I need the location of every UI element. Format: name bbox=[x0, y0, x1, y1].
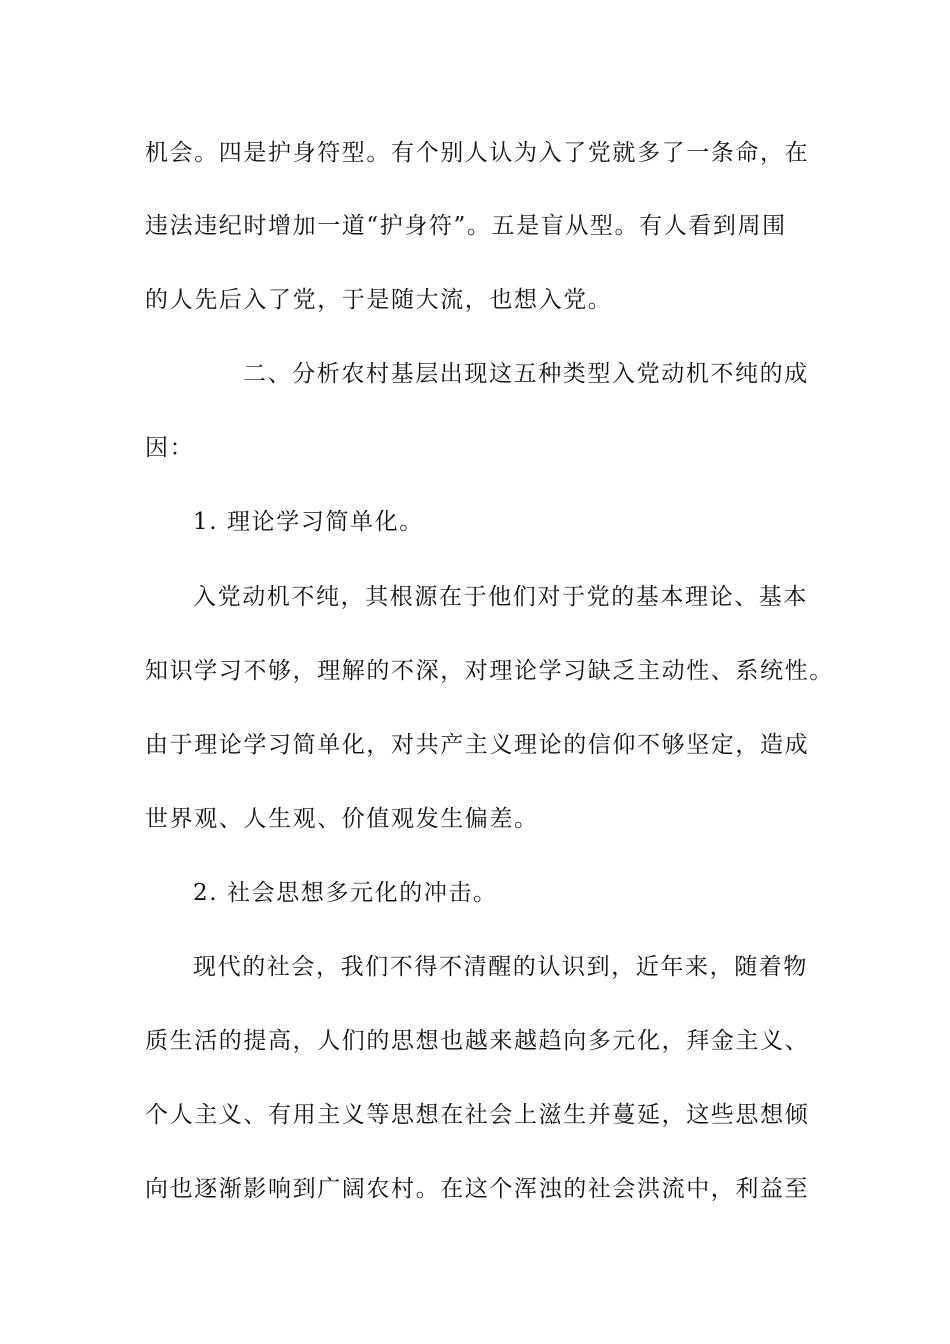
paragraph-line: 违法违纪时增加一道“护身符”。五是盲从型。有人看到周围 bbox=[145, 213, 787, 239]
section-heading: 二、分析农村基层出现这五种类型入党动机不纯的成 bbox=[243, 361, 809, 387]
paragraph-line: 现代的社会，我们不得不清醒的认识到，近年来，随着物 bbox=[193, 954, 808, 980]
subheading-1: 1. 理论学习简单化。 bbox=[193, 509, 424, 535]
paragraph-line: 质生活的提高，人们的思想也越来越趋向多元化，拜金主义、 bbox=[145, 1028, 810, 1054]
paragraph-line: 机会。四是护身符型。有个别人认为入了党就多了一条命，在 bbox=[145, 140, 810, 166]
paragraph-line: 知识学习不够，理解的不深，对理论学习缺乏主动性、系统性。 bbox=[145, 658, 834, 684]
paragraph-line: 的人先后入了党，于是随大流，也想入党。 bbox=[145, 287, 613, 313]
paragraph-line: 世界观、人生观、价值观发生偏差。 bbox=[145, 806, 539, 832]
paragraph-line: 入党动机不纯，其根源在于他们对于党的基本理论、基本 bbox=[193, 584, 808, 610]
subheading-2: 2. 社会思想多元化的冲击。 bbox=[193, 880, 498, 906]
section-heading-continuation: 因： bbox=[145, 435, 195, 461]
paragraph-line: 向也逐渐影响到广阔农村。在这个浑浊的社会洪流中，利益至 bbox=[145, 1176, 810, 1202]
paragraph-line: 由于理论学习简单化，对共产主义理论的信仰不够坚定，造成 bbox=[145, 732, 810, 758]
paragraph-line: 个人主义、有用主义等思想在社会上滋生并蔓延，这些思想倾 bbox=[145, 1102, 810, 1128]
